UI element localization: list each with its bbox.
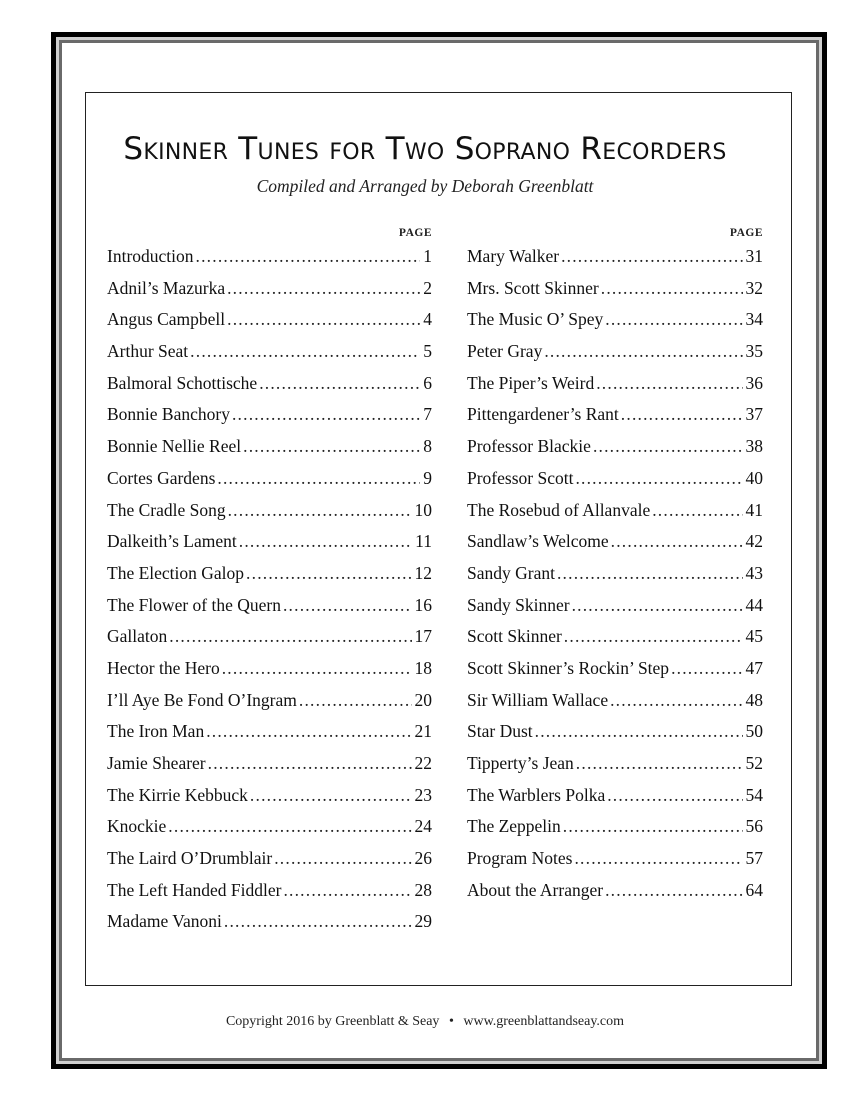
toc-entry-page: 34 xyxy=(745,309,763,330)
toc-entry-title: Hector the Hero xyxy=(107,657,220,678)
dot-leader xyxy=(222,653,412,685)
toc-entry-title: The Kirrie Kebbuck xyxy=(107,784,248,805)
dot-leader xyxy=(250,780,412,812)
toc-entry[interactable] xyxy=(467,241,763,273)
toc-entry-title: Peter Gray xyxy=(467,341,543,362)
toc-entry-page: 12 xyxy=(414,562,432,583)
dot-leader xyxy=(206,716,411,748)
toc-entry-page: 2 xyxy=(423,277,432,298)
toc-entry[interactable] xyxy=(107,590,432,622)
toc-entry-title: Pittengardener’s Rant xyxy=(467,404,619,425)
toc-entry-title: Sir William Wallace xyxy=(467,689,609,710)
toc-entry-page: 64 xyxy=(745,879,763,900)
dot-leader xyxy=(283,590,412,622)
toc-entry[interactable] xyxy=(467,621,763,653)
toc-entry[interactable] xyxy=(107,780,432,812)
toc-entry-title: Adnil’s Mazurka xyxy=(107,277,226,298)
toc-entry-title: Jamie Shearer xyxy=(107,753,206,773)
toc-entry[interactable] xyxy=(467,336,763,368)
dot-leader xyxy=(593,431,743,463)
toc-entry[interactable] xyxy=(107,526,432,558)
toc-entry[interactable] xyxy=(107,304,432,336)
toc-entry-page: 36 xyxy=(745,372,763,393)
toc-entry-page: 42 xyxy=(745,531,763,552)
toc-entry[interactable] xyxy=(107,685,432,717)
toc-entry-title: The Left Handed Fiddler xyxy=(107,879,282,900)
page-column-header: PAGE xyxy=(398,227,432,239)
bullet-separator: • xyxy=(448,1014,454,1029)
dot-leader xyxy=(228,495,412,527)
toc-entry-title: Program Notes xyxy=(467,848,573,869)
dot-leader xyxy=(239,526,412,558)
toc-entry-title: Balmoral Schottische xyxy=(107,372,258,393)
toc-entry-page: 18 xyxy=(414,657,432,678)
toc-entry-title: The Cradle Song xyxy=(107,499,226,520)
toc-entry[interactable] xyxy=(467,843,763,875)
dot-leader xyxy=(168,811,411,843)
toc-entry[interactable] xyxy=(107,811,432,843)
toc-entry-page: 48 xyxy=(745,689,763,710)
dot-leader xyxy=(544,336,742,368)
toc-entry-page: 5 xyxy=(423,341,432,362)
toc-entry-title: The Piper’s Weird xyxy=(467,372,595,393)
dot-leader xyxy=(557,558,743,590)
dot-leader xyxy=(605,304,742,336)
website-link[interactable]: www.greenblattandseay.com xyxy=(463,1014,625,1029)
toc-column-right xyxy=(467,225,763,906)
toc-entry[interactable] xyxy=(107,621,432,653)
toc-entry-page: 41 xyxy=(745,499,763,520)
toc-entry[interactable] xyxy=(107,463,432,495)
document-title: Skinner Tunes for Two Soprano Recorders xyxy=(123,131,727,167)
toc-entry-page: 7 xyxy=(423,404,432,425)
toc-entry[interactable] xyxy=(467,368,763,400)
toc-entry-page: 4 xyxy=(423,309,432,330)
dot-leader xyxy=(299,685,412,717)
toc-entry-page: 29 xyxy=(414,911,432,932)
toc-entry-title: The Iron Man xyxy=(107,721,205,742)
toc-entry[interactable] xyxy=(467,431,763,463)
toc-entry-page: 1 xyxy=(423,246,432,266)
toc-entry-page: 35 xyxy=(745,341,763,362)
toc-entry-page: 38 xyxy=(745,436,763,457)
toc-entry-page: 16 xyxy=(414,594,432,615)
dot-leader xyxy=(596,368,742,400)
toc-entry[interactable] xyxy=(467,653,763,685)
toc-entry-page: 10 xyxy=(414,499,432,520)
toc-entry-title: Mrs. Scott Skinner xyxy=(467,277,599,298)
toc-entry-page: 22 xyxy=(414,753,432,773)
toc-entry-title: Professor Scott xyxy=(467,467,574,488)
dot-leader xyxy=(243,431,420,463)
dot-leader xyxy=(227,273,420,305)
toc-entry-title: Introduction xyxy=(107,246,194,266)
toc-entry[interactable] xyxy=(107,748,432,780)
toc-entry[interactable] xyxy=(107,558,432,590)
toc-entry-title: Cortes Gardens xyxy=(107,467,216,488)
toc-entry-title: Bonnie Nellie Reel xyxy=(107,436,242,457)
toc-entry[interactable] xyxy=(107,716,432,748)
dot-leader xyxy=(535,716,743,748)
dot-leader xyxy=(190,336,420,368)
toc-entry-page: 17 xyxy=(414,626,432,647)
dot-leader xyxy=(607,780,742,812)
dot-leader xyxy=(652,495,742,527)
dot-leader xyxy=(227,304,420,336)
copyright-text: Copyright 2016 by Greenblatt & Seay xyxy=(225,1014,440,1029)
dot-leader xyxy=(576,748,743,780)
dot-leader xyxy=(564,621,743,653)
dot-leader xyxy=(259,368,420,400)
toc-entry-page: 23 xyxy=(414,784,432,805)
dot-leader xyxy=(246,558,411,590)
toc-entry[interactable] xyxy=(107,431,432,463)
toc-entry[interactable] xyxy=(467,811,763,843)
toc-entry[interactable] xyxy=(467,748,763,780)
toc-entry-page: 52 xyxy=(745,753,763,773)
toc-entry-page: 37 xyxy=(745,404,763,425)
toc-entry-title: Arthur Seat xyxy=(107,341,189,362)
toc-entry-title: I’ll Aye Be Fond O’Ingram xyxy=(107,689,297,710)
toc-entry[interactable] xyxy=(467,273,763,305)
toc-entry[interactable] xyxy=(107,399,432,431)
toc-entry-title: Scott Skinner xyxy=(467,626,562,647)
document-subtitle: Compiled and Arranged by Deborah Greenblatt xyxy=(256,176,594,196)
toc-entry-page: 56 xyxy=(745,816,763,837)
toc-entry-title: The Laird O’Drumblair xyxy=(107,848,273,869)
dot-leader xyxy=(574,843,742,875)
toc-entry[interactable] xyxy=(467,495,763,527)
toc-entry-title: Angus Campbell xyxy=(107,309,226,330)
toc-entry-page: 45 xyxy=(745,626,763,647)
toc-entry-page: 21 xyxy=(414,721,432,742)
toc-entry-title: Sandlaw’s Welcome xyxy=(467,531,609,552)
toc-entry[interactable] xyxy=(107,495,432,527)
dot-leader xyxy=(671,653,742,685)
toc-column-left xyxy=(107,225,432,938)
toc-entry-page: 11 xyxy=(415,531,432,552)
toc-entry-page: 20 xyxy=(414,689,432,710)
dot-leader xyxy=(572,590,743,622)
toc-entry-page: 43 xyxy=(745,562,763,583)
toc-entry[interactable] xyxy=(467,304,763,336)
dot-leader xyxy=(563,811,743,843)
toc-entry-title: Sandy Skinner xyxy=(467,594,570,615)
toc-list-left xyxy=(107,241,432,938)
toc-entry-title: The Flower of the Quern xyxy=(107,594,281,615)
toc-entry[interactable] xyxy=(107,843,432,875)
toc-entry-title: Sandy Grant xyxy=(467,562,555,583)
toc-entry-title: The Rosebud of Allanvale xyxy=(467,499,651,520)
toc-entry-page: 32 xyxy=(745,277,763,298)
toc-entry[interactable] xyxy=(107,875,432,907)
toc-entry[interactable] xyxy=(467,590,763,622)
toc-entry[interactable] xyxy=(467,558,763,590)
dot-leader xyxy=(283,875,411,907)
toc-entry[interactable] xyxy=(467,399,763,431)
toc-entry-title: Professor Blackie xyxy=(467,436,591,457)
toc-entry-page: 9 xyxy=(423,467,432,488)
toc-entry-page: 26 xyxy=(414,848,432,869)
toc-entry[interactable] xyxy=(107,906,432,938)
toc-entry[interactable] xyxy=(467,780,763,812)
toc-entry-title: Knockie xyxy=(107,816,167,837)
toc-entry-page: 8 xyxy=(423,436,432,457)
toc-entry[interactable] xyxy=(107,368,432,400)
toc-entry-page: 24 xyxy=(414,816,432,837)
dot-leader xyxy=(274,843,411,875)
toc-entry-title: About the Arranger xyxy=(467,879,604,900)
toc-entry-page: 54 xyxy=(745,784,763,805)
dot-leader xyxy=(217,463,420,495)
dot-leader xyxy=(561,241,742,273)
toc-entry-page: 6 xyxy=(423,372,432,393)
toc-entry-title: The Zeppelin xyxy=(467,816,561,837)
toc-entry[interactable] xyxy=(467,875,763,907)
dot-leader xyxy=(232,399,420,431)
dot-leader xyxy=(224,906,412,938)
toc-entry-title: Dalkeith’s Lament xyxy=(107,531,237,552)
page-column-header: PAGE xyxy=(729,227,763,239)
toc-entry[interactable] xyxy=(107,273,432,305)
toc-entry-page: 57 xyxy=(745,848,763,869)
toc-entry-title: Star Dust xyxy=(467,721,533,742)
toc-entry[interactable] xyxy=(107,653,432,685)
footer xyxy=(0,1014,850,1030)
toc-entry-title: The Music O’ Spey xyxy=(467,309,604,330)
toc-entry[interactable] xyxy=(107,336,432,368)
dot-leader xyxy=(610,685,742,717)
toc-entry-title: Scott Skinner’s Rockin’ Step xyxy=(467,657,670,678)
toc-entry-page: 50 xyxy=(745,721,763,742)
toc-entry-title: The Warblers Polka xyxy=(467,784,606,805)
dot-leader xyxy=(196,241,421,273)
toc-entry-title: The Election Galop xyxy=(107,562,245,583)
toc-entry-title: Madame Vanoni xyxy=(107,911,222,932)
toc-list-right xyxy=(467,241,763,906)
toc-entry-title: Tipperty’s Jean xyxy=(467,753,574,773)
toc-entry-title: Mary Walker xyxy=(467,246,560,266)
dot-leader xyxy=(605,875,742,907)
toc-entry-page: 28 xyxy=(414,879,432,900)
toc-entry-title: Gallaton xyxy=(107,626,168,647)
toc-entry-page: 40 xyxy=(745,467,763,488)
toc-entry-title: Bonnie Banchory xyxy=(107,404,230,425)
dot-leader xyxy=(621,399,743,431)
toc-entry[interactable] xyxy=(467,526,763,558)
toc-entry-page: 31 xyxy=(745,246,763,266)
toc-entry-page: 44 xyxy=(745,594,763,615)
dot-leader xyxy=(575,463,742,495)
dot-leader xyxy=(208,748,412,780)
toc-entry-page: 47 xyxy=(745,657,763,678)
toc-entry[interactable] xyxy=(467,716,763,748)
dot-leader xyxy=(601,273,743,305)
dot-leader xyxy=(169,621,411,653)
dot-leader xyxy=(611,526,743,558)
toc-entry[interactable] xyxy=(107,241,432,273)
toc-entry[interactable] xyxy=(467,463,763,495)
toc-entry[interactable] xyxy=(467,685,763,717)
